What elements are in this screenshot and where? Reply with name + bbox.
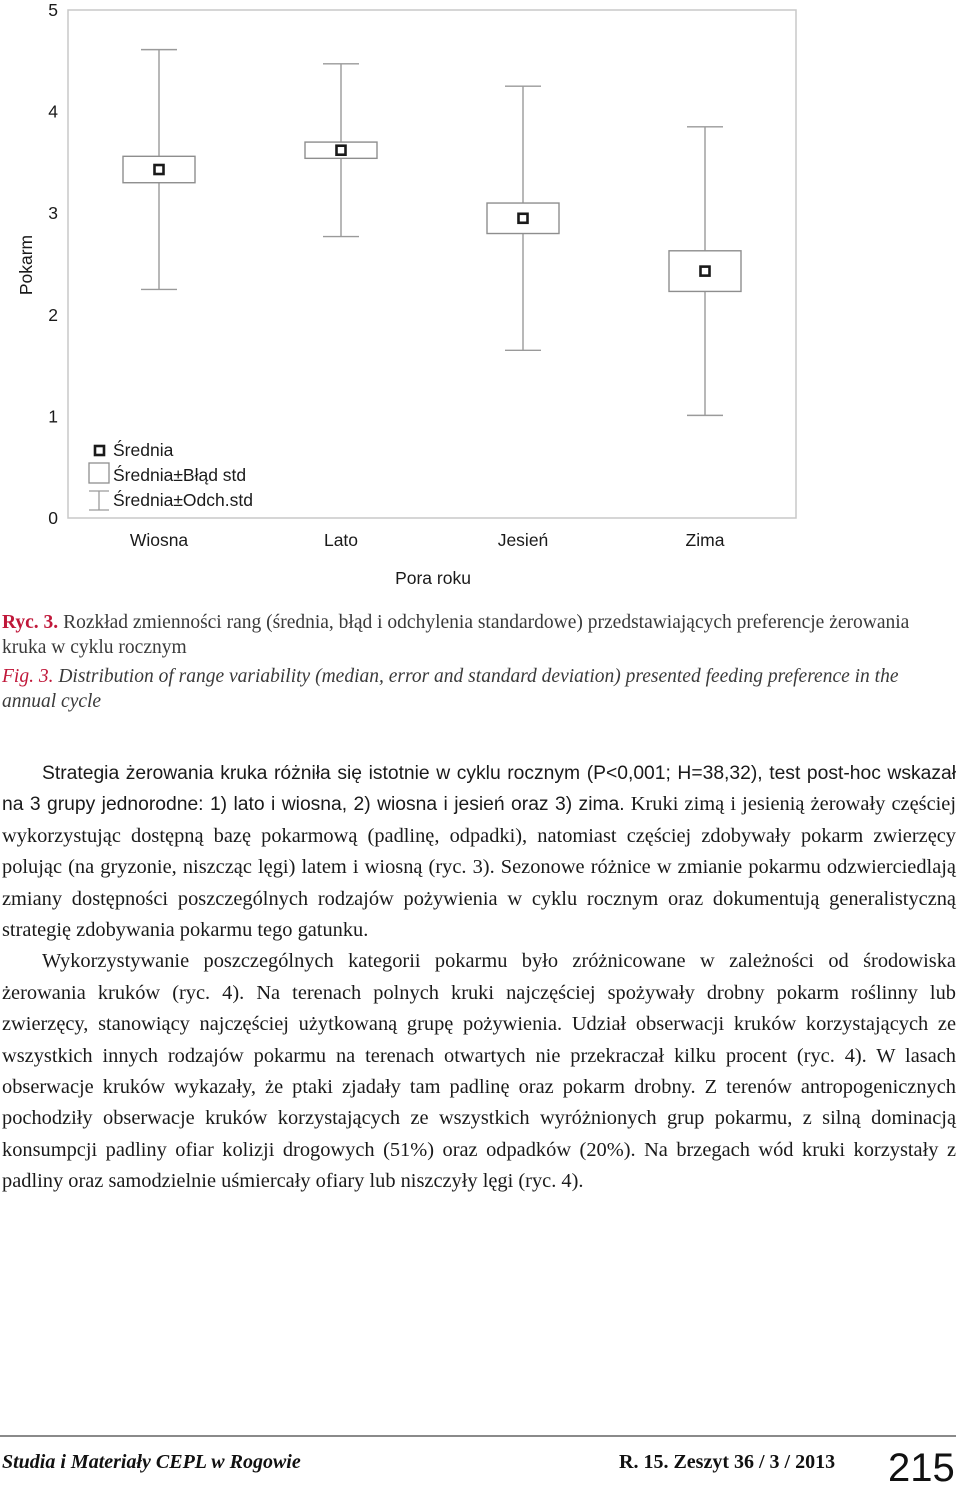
box-lato: [305, 64, 377, 237]
chart-legend: [89, 439, 253, 510]
caption-pl-label: Ryc. 3.: [2, 612, 59, 633]
legend-se-symbol: [89, 463, 109, 483]
caption-en-label: Fig. 3.: [2, 666, 54, 687]
y-axis-title: Pokarm: [16, 234, 36, 296]
x-axis-title: Pora roku: [395, 568, 471, 588]
caption-en-text: Distribution of range variability (median, error and standard deviation) presented feeding preference in the annual cycle: [2, 666, 899, 712]
article-body: [2, 758, 956, 1198]
y-axis-ticks: [48, 0, 58, 528]
x-axis-ticks: [130, 530, 725, 550]
y-tick-label: 5: [48, 0, 58, 20]
x-tick-label: Zima: [685, 530, 725, 550]
mean-marker: [337, 146, 346, 155]
footer-journal-title: Studia i Materiały CEPL w Rogowie: [2, 1451, 301, 1473]
figure-caption-pl: [2, 610, 954, 660]
y-tick-label: 0: [48, 508, 58, 528]
x-tick-label: Jesień: [497, 530, 549, 550]
mean-marker: [155, 165, 164, 174]
legend-label: Średnia±Błąd std: [113, 465, 247, 485]
paragraph-1-rest: Kruki zimą i jesienią żerowały częściej wykorzystując dostępną bazę pokarmową (padlinę, odpadki), natomiast częściej zdobywały pokarm zwierzęcy polując (na gryzonie, niszcząc lęgi) latem i wiosną (ryc. 3). Sezonowe różnice w zmianie pokarmu odzwierciedlają zmiany dostępności poszczególnych rodzajów pożywienia w cyklu rocznym oraz dokumentują generalistyczną strategię zdobywania pokarmu tego gatunku.: [2, 793, 956, 942]
box-series: [123, 50, 741, 416]
legend-label: Średnia: [113, 440, 174, 460]
box-jesień: [487, 86, 559, 350]
legend-label: Średnia±Odch.std: [113, 490, 253, 510]
paragraph-1: [2, 758, 956, 946]
footer-rule: [0, 1435, 956, 1437]
legend-mean-symbol: [95, 446, 104, 455]
y-tick-label: 1: [48, 406, 58, 427]
paragraph-1-lead: Strategia żerowania kruka różniła się istotnie w cyklu rocznym (P<0,001; H=38,32), test post-hoc wskazał na 3 grupy jednorodne: 1) lato i wiosna, 2) wiosna i jesień oraz 3) zima.: [2, 763, 956, 816]
box-wiosna: [123, 50, 195, 290]
box-zima: [669, 127, 741, 416]
y-tick-label: 4: [48, 101, 58, 122]
x-tick-label: Wiosna: [129, 530, 189, 550]
mean-marker: [701, 267, 710, 276]
caption-pl-text: Rozkład zmienności rang (średnia, błąd i odchylenia standardowe) przedstawiających preferencje żerowania kruka w cyklu rocznym: [2, 612, 910, 658]
paragraph-2: Wykorzystywanie poszczególnych kategorii pokarmu było zróżnicowane w zależności od środowiska żerowania kruków (ryc. 4). Na terenach polnych kruki najczęściej spożywały drobny pokarm roślinny lub zwierzęcy, stanowiący najczęściej użytkowaną grupę pożywienia. Udział obserwacji kruków korzystających ze wszystkich innych rodzajów pokarmu na terenach otwartych nie przekraczał kilku procent (ryc. 4). W lasach obserwacje kruków wykazały, że ptaki zjadały tam padlinę oraz pokarm drobny. Z terenów antropogenicznych pochodziły obserwacje kruków korzystających ze wszystkich wyróżnionych grup pokarmu, z silną dominacją konsumpcji padliny ofiar kolizji drogowych (51%) oraz odpadków (20%). Na brzegach wód kruki korzystały z padliny oraz samodzielnie uśmiercały ofiary lub niszczyły lęgi (ryc. 4).: [2, 950, 956, 1193]
y-tick-label: 2: [48, 304, 58, 325]
figure-caption-en: [2, 664, 954, 714]
x-tick-label: Lato: [323, 530, 359, 550]
mean-marker: [519, 214, 528, 223]
footer-issue: R. 15. Zeszyt 36 / 3 / 2013: [619, 1451, 836, 1473]
page-number: 215: [888, 1446, 955, 1490]
seasonal-food-boxplot: [0, 0, 960, 600]
y-tick-label: 3: [48, 203, 58, 224]
